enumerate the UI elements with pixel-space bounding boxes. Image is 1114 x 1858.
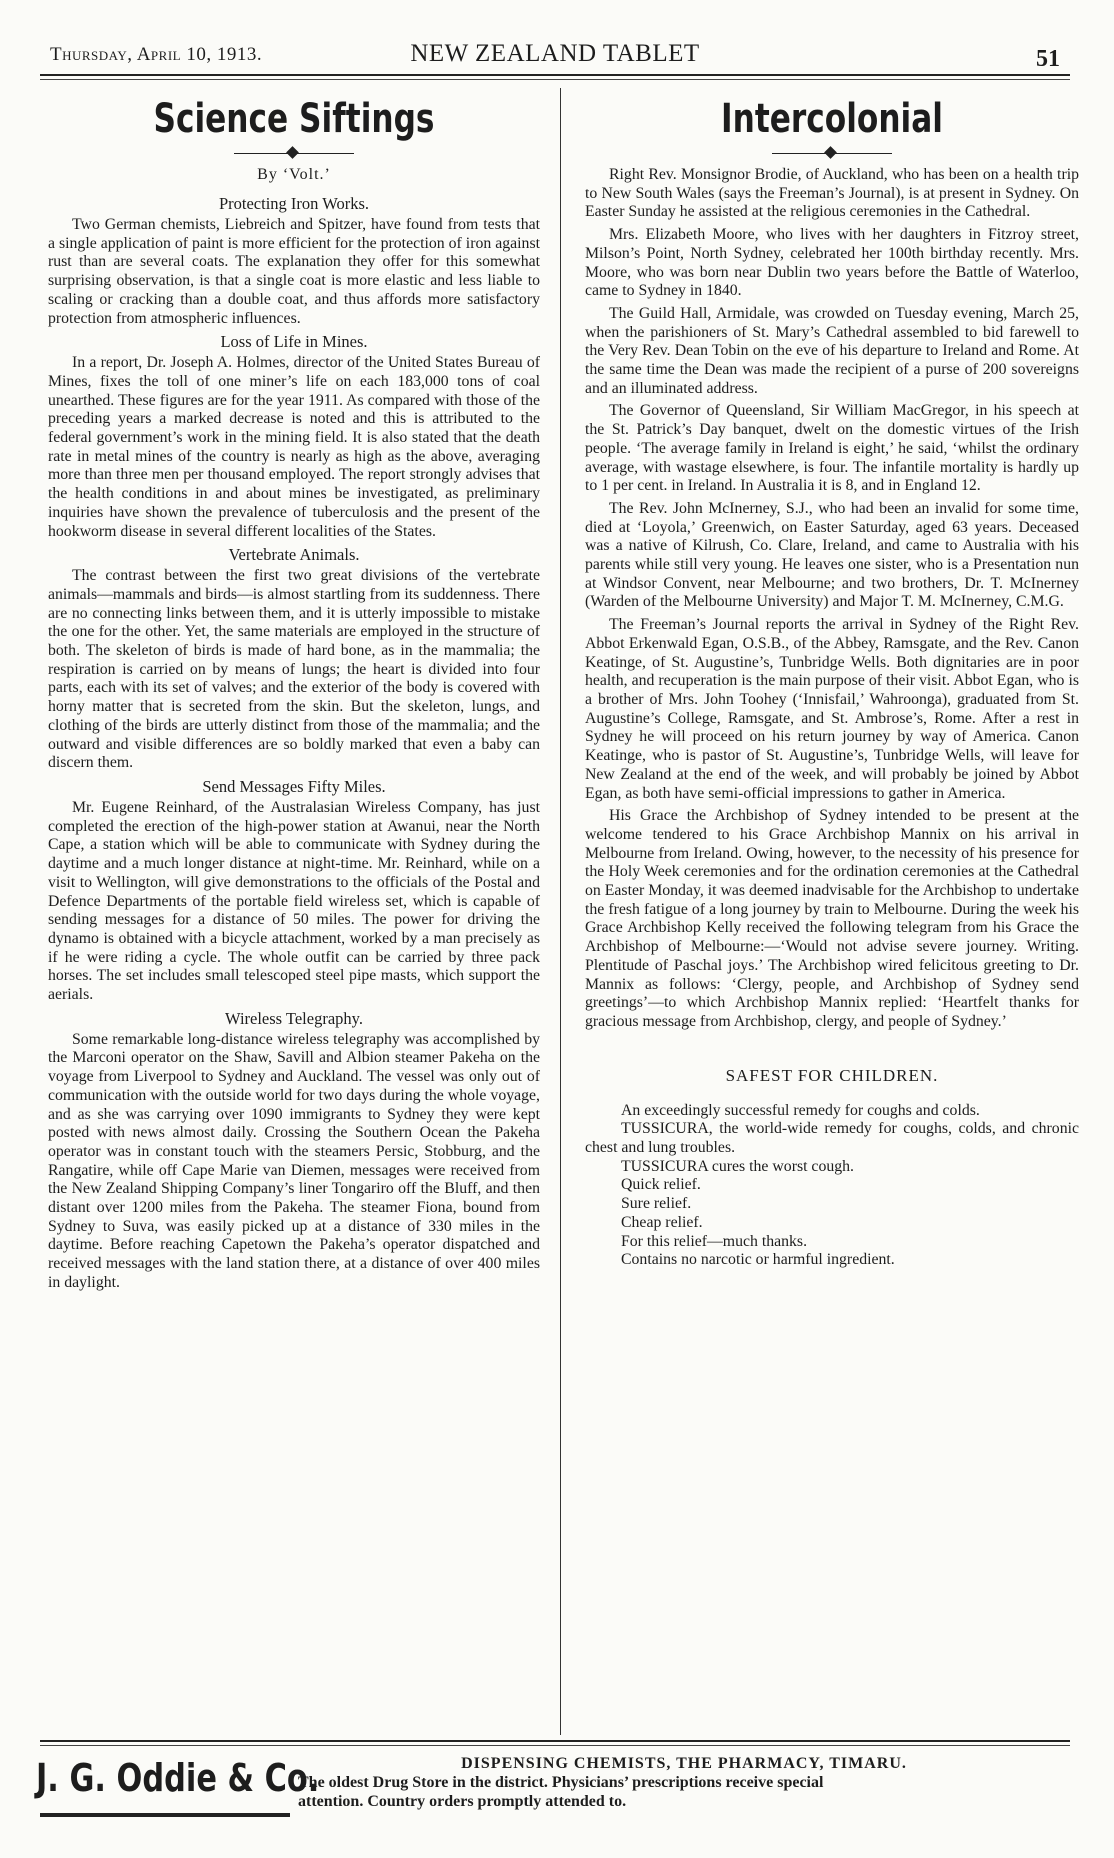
advert-line: Quick relief. xyxy=(621,1176,701,1194)
subhead-loss-of-life: Loss of Life in Mines. xyxy=(220,332,368,352)
advert-intro: An exceedingly successful remedy for coughs and colds. xyxy=(621,1101,980,1119)
footer-rule xyxy=(40,1740,1070,1742)
advert-line: TUSSICURA cures the worst cough. xyxy=(621,1157,854,1175)
article-paragraph: Mr. Eugene Reinhard, of the Australasian Wireless Company, has just completed the erection of the high-power station at Awanui, near the North Cape, a station which will be able to communicate with Sydney during the daytime and a much longer distance at night-time. Mr. Reinhard, while on a visit to Wellington, will give demonstrations to the officials of the Postal and Defence Departments of the portable field wireless set, which is capable of sending messages for a distance of 50 miles. The power for driving the dynamo is obtained with a bicycle attachment, worked by a man precisely as if he were riding a cycle. The whole outfit can be carried by three pack horses. The set includes small telescoped steel pipe masts, which support the aerials. xyxy=(48,798,540,1004)
subhead-protecting-iron: Protecting Iron Works. xyxy=(218,194,370,213)
intercolonial-title: Intercolonial xyxy=(720,96,943,142)
subhead-send-messages: Send Messages Fifty Miles. xyxy=(202,776,386,796)
header-rule xyxy=(40,74,1070,76)
news-paragraph: Right Rev. Monsignor Brodie, of Auckland, who has been on a health trip to New South Wales (says the Freeman’s Journal), is at present in Sydney. On Easter Sunday he assisted at the religious ceremonies in the Cathedral. xyxy=(585,166,1079,221)
header-rule-thin xyxy=(40,79,1070,80)
advert-description: TUSSICURA, the world-wide remedy for coughs, colds, and chronic chest and lung troubles. xyxy=(585,1120,1079,1157)
advert-line: For this relief—much thanks. xyxy=(621,1232,808,1250)
footer-text xyxy=(298,1754,1070,1811)
advert-line: Sure relief. xyxy=(621,1195,692,1213)
news-paragraph: The Freeman’s Journal reports the arrival in Sydney of the Right Rev. Abbot Erkenwald Egan, O.S.B., of the Abbey, Ramsgate, and the Rev. Canon Keatinge, of St. Augustine’s, Tunbridge Wells. Both dignitaries are in poor health, and recuperation is the main purpose of their visit. Abbot Egan, who is a brother of Mrs. John Toohey (‘Innisfail,’ Wahroonga), graduated from St. Augustine’s College, Ramsgate, and St. Ambrose’s, Rome. After a rest in Sydney he will proceed on his return journey by way of America. Canon Keatinge, who is pastor of St. Augustine’s, Tunbridge Wells, will leave for New Zealand at the end of the week, and will probably be joined by Abbot Egan, as both have semi-official impressions to gather in America. xyxy=(585,616,1079,802)
advert-line: Contains no narcotic or harmful ingredient. xyxy=(621,1251,895,1269)
publication-title: NEW ZEALAND TABLET xyxy=(410,40,700,67)
title-ornament xyxy=(234,148,354,160)
science-siftings-column xyxy=(48,88,540,1297)
news-paragraph: Mrs. Elizabeth Moore, who lives with her daughters in Fitzroy street, Milson’s Point, North Sydney, celebrated her 100th birthday recently. Mrs. Moore, who was born near Dublin two years before the Battle of Waterloo, came to Sydney in 1840. xyxy=(585,226,1079,300)
advert-line: Cheap relief. xyxy=(621,1213,703,1231)
footer-rule-thin xyxy=(40,1745,1070,1746)
firm-name: J. G. Oddie & Co. xyxy=(36,1756,320,1800)
subhead-vertebrate-animals: Vertebrate Animals. xyxy=(228,545,360,565)
article-paragraph: Two German chemists, Liebreich and Spitzer, have found from tests that a single application of paint is more efficient for the protection of iron against rust than are several coats. The explanation they offer for this somewhat surprising observation, is that a single coat is more elastic and less liable to scaling or cracking than a double coat, and thus affords more satisfactory protection from atmospheric influences. xyxy=(48,216,540,327)
footer-line-2: The oldest Drug Store in the district. Physicians’ prescriptions receive special xyxy=(298,1774,824,1791)
article-paragraph: The contrast between the first two great divisions of the vertebrate animals—mammals and birds—is almost startling from its suddenness. There are no connecting links between them, and it is utterly impossible to mistake the one for the other. Yet, the same materials are employed in the structure of both. The skeleton of birds is made of hard bone, as in the mammalia; the respiration is carried on by means of lungs; the heart is divided into four parts, each with its set of valves; and the exterior of the body is covered with horny matter that is secreted from the skin. But the skeleton, lungs, and clothing of the birds are utterly distinct from those of the mammalia; and the outward and visible differences are so boldly marked that even a baby can discern them. xyxy=(48,567,540,772)
page-header xyxy=(40,36,1070,76)
news-paragraph: His Grace the Archbishop of Sydney intended to be present at the welcome tendered to his Grace Archbishop Mannix on his arrival in Melbourne from Ireland. Owing, however, to the necessity of his presence for the Holy Week ceremonies and for the ordination ceremonies at the Cathedral on Easter Monday, it was deemed inadvisable for the Archbishop to undertake the fresh fatigue of a long journey by train to Melbourne. During the week his Grace Archbishop Kelly received the following telegram from his Grace the Archbishop of Melbourne:—‘Would not advise severe journey. Writing. Plentitude of Paschal joys.’ The Archbishop wired felicitous greeting to Dr. Mannix as follows: ‘Clergy, people, and Archbishop of Sydney send greetings’—to which Archbishop Mannix replied: ‘Heartfelt thanks for gracious message from Archbishop, clergy, and people of Sydney.’ xyxy=(585,807,1079,1030)
news-paragraph: The Rev. John McInerney, S.J., who had been an invalid for some time, died at ‘Loyola,’ Greenwich, on Easter Saturday, aged 63 years. Deceased was a native of Kilrush, Co. Clare, Ireland, and came to Australia with his parents while still very young. He leaves one sister, who is a Presentation nun at Windsor Convent, near Melbourne; and two brothers, Dr. T. McInerney (Warden of the Melbourne University) and Major T. M. McInerney, C.M.G. xyxy=(585,499,1079,611)
column-divider xyxy=(560,88,561,1735)
issue-date: Thursday, April 10, 1913. xyxy=(50,44,263,65)
news-paragraph: The Guild Hall, Armidale, was crowded on Tuesday evening, March 25, when the parishioners of St. Mary’s Cathedral assembled to bid farewell to the Very Rev. Dean Tobin on the eve of his departure to Ireland and Rome. At the same time the Dean was made the recipient of a purse of 200 sovereigns and an illuminated address. xyxy=(585,304,1079,397)
article-paragraph: Some remarkable long-distance wireless telegraphy was accomplished by the Marconi operator on the Shaw, Savill and Albion steamer Pakeha on the voyage from Liverpool to Sydney and Auckland. The vessel was only out of communication with the outside world for two days during the whole voyage, and as she was carrying over 1090 immigrants to Sydney they were kept posted with news almost daily. Crossing the Southern Ocean the Pakeha operator was in constant touch with the steamers Persic, Stobburg, and the Rangatire, while off Cape Marie van Diemen, messages were received from the New Zealand Shipping Company’s liner Tongariro off the Bluff, and then distant over 1200 miles from the Pakeha. The steamer Fiona, bound from Sydney to Suva, was easily picked up at a distance of 330 miles in the daytime. Before reaching Capetown the Pakeha’s operator dispatched and received messages with the land station there, at a distance of over 400 miles in daylight. xyxy=(48,1030,540,1291)
news-paragraph: The Governor of Queensland, Sir William MacGregor, in his speech at the St. Patrick’s Day banquet, dwelt on the domestic virtues of the Irish people. ‘The average family in Ireland is eight,’ he said, ‘whilst the ordinary average, with wastage elsewhere, is four. The infantile mortality is hardly up to 1 per cent. in Ireland. In Australia it is 8, and in England 12. xyxy=(585,402,1079,495)
subhead-wireless-telegraphy: Wireless Telegraphy. xyxy=(225,1008,363,1028)
byline: By ‘Volt.’ xyxy=(257,166,331,183)
title-ornament xyxy=(772,148,892,160)
footer-line-3: attention. Country orders promptly attended to. xyxy=(298,1793,627,1810)
firm-underline xyxy=(40,1813,290,1817)
footer-advertisement xyxy=(36,1740,1070,1840)
advert-heading: SAFEST FOR CHILDREN. xyxy=(725,1065,939,1085)
page-number: 51 xyxy=(1036,46,1060,72)
intercolonial-column xyxy=(585,88,1079,1270)
science-siftings-title: Science Siftings xyxy=(153,96,435,142)
footer-line-1: DISPENSING CHEMISTS, THE PHARMACY, TIMARU. xyxy=(461,1755,907,1772)
article-paragraph: In a report, Dr. Joseph A. Holmes, director of the United States Bureau of Mines, fixes the toll of one miner’s life on each 183,000 tons of coal unearthed. These figures are for the year 1911. As compared with those of the preceding years a marked decrease is noted and this is attributed to the federal government’s work in the mining field. It is also stated that the death rate in metal mines of the country is nearly as high as the above, averaging more than three men per thousand employed. The report strongly advises that the health conditions in and about mines be investigated, as preliminary inquiries have shown the prevalence of tuberculosis and the present of the hookworm disease in several different localities of the States. xyxy=(48,354,540,540)
